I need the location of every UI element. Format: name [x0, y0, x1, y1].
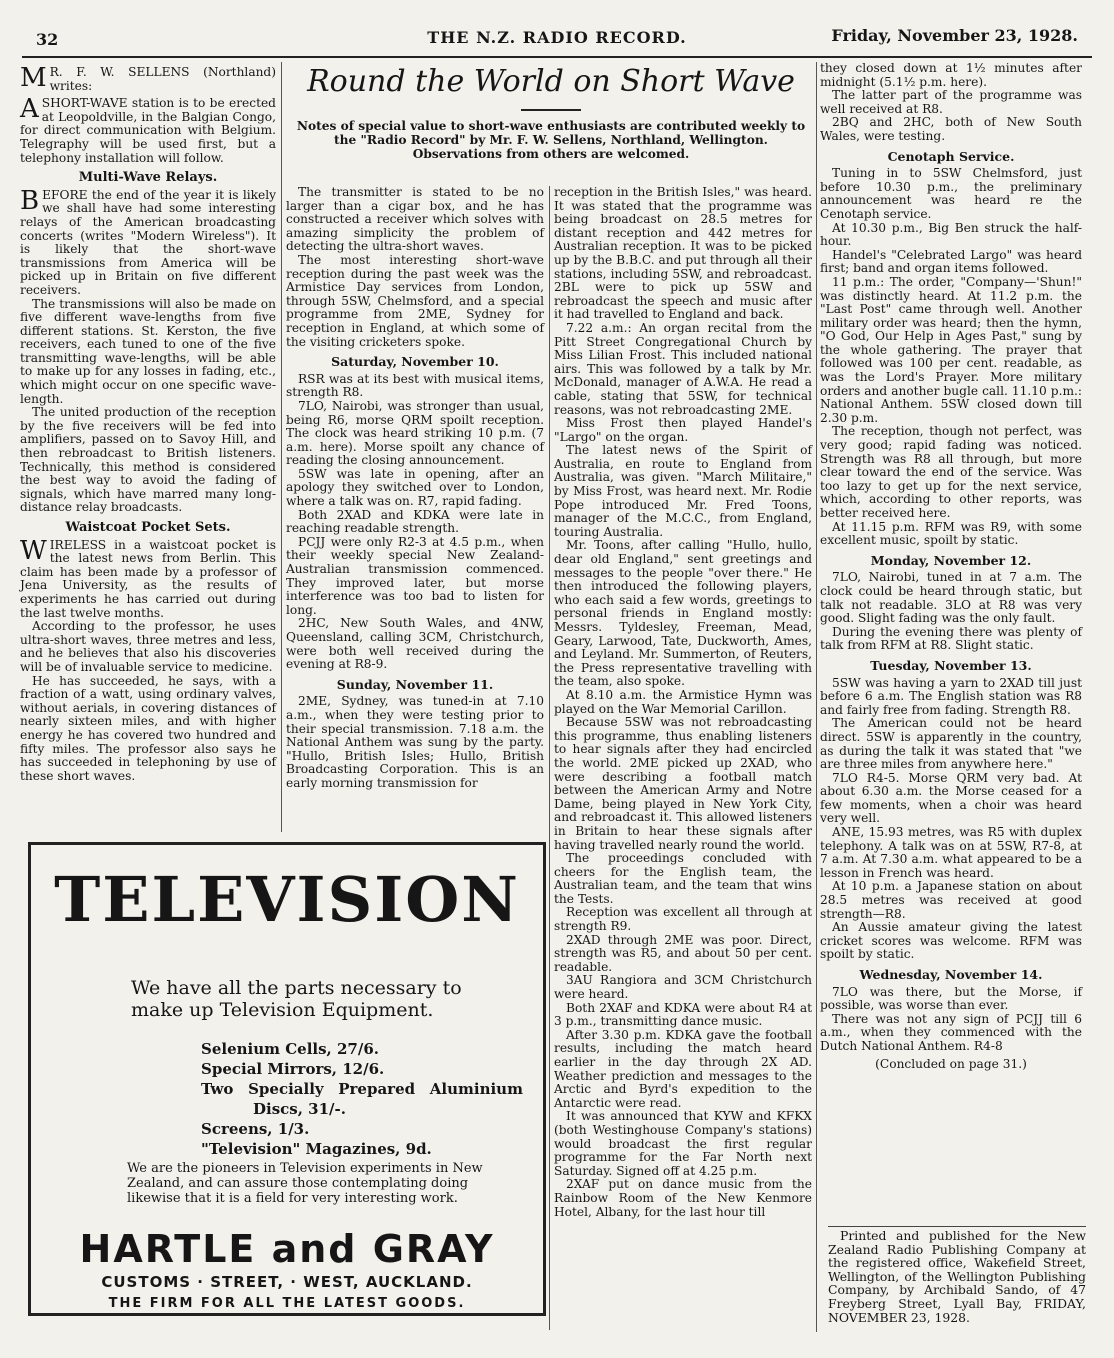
drop-cap: W	[20, 535, 47, 566]
date-heading: Saturday, November 10.	[331, 354, 499, 370]
byline: M R. F. W. SELLENS (Northland) writes:	[20, 63, 276, 93]
page-number: 32	[36, 30, 59, 49]
article-paragraph: Both 2XAF and KDKA were about R4 at 3 p.m., transmitting dance music.	[554, 1000, 812, 1029]
article-paragraph: The reception, though not perfect, was very good; rapid fading was noticed. Strength was R8 all through, but more clear toward the end of the service. Was too lazy to get up for the next service, which, according to other reports, was better received here.	[820, 424, 1082, 520]
article-paragraph: Tuning in to 5SW Chelmsford, just before 10.30 p.m., the preliminary announcement was heard re the Cenotaph service.	[820, 166, 1082, 221]
article-paragraph: A SHORT-WAVE station is to be erected at Leopoldville, in the Balgian Congo, for direct communication with Belgium. Telegraphy will be used first, but a telephony installation will follow.	[20, 94, 276, 165]
column-rule	[816, 62, 817, 1332]
ad-tagline: We have all the parts necessary to make up Television Equipment.	[131, 977, 462, 1021]
column-rule	[549, 186, 550, 1330]
publisher-imprint	[828, 1226, 1086, 1324]
article-paragraph: The most interesting short-wave reception during the past week was the Armistice Day services from London, through 5SW, Chelmsford, and a special programme from 2ME, Sydney for reception in England, at which some of the visiting cricketers spoke.	[286, 252, 544, 349]
drop-cap: A	[20, 94, 39, 125]
article-paragraph: ANE, 15.93 metres, was R5 with duplex telephony. A talk was on at 5SW, R7-8, at 7 a.m. At 7.30 a.m. what appeared to be a lesson in French was heard.	[820, 825, 1082, 880]
ad-slogan: THE FIRM FOR ALL THE LATEST GOODS.	[108, 1296, 466, 1311]
article-paragraph: At 10.30 p.m., Big Ben struck the half-hour.	[820, 220, 1082, 249]
article-paragraph: they closed down at 1½ minutes after midnight (5.1½ p.m. here).	[820, 61, 1082, 89]
article-paragraph: The latter part of the programme was well received at R8.	[820, 88, 1082, 116]
article-paragraph: BEFORE the end of the year it is likely we shall have had some interesting relays of the American broadcasting concerts (writes "Modern Wireless"). It is likely that the short-wave transmissions from America will be picked up in Britain on five different receivers.	[20, 185, 276, 297]
article-paragraph: 2BQ and 2HC, both of New South Wales, were testing.	[820, 115, 1082, 143]
article-paragraph: PCJJ were only R2-3 at 4.5 p.m., when their weekly special New Zealand-Australian transmission commenced. They improved later, but morse interference was too bad to listen for long.	[286, 534, 544, 617]
date-heading: Monday, November 12.	[870, 552, 1032, 568]
ad-address: CUSTOMS · STREET, · WEST, AUCKLAND.	[101, 1273, 473, 1291]
article-paragraph: The latest news of the Spirit of Australia, en route to England from Australia, was given. "March Militaire," by Miss Frost, was heard next. Mr. Rodie Pope introduced Mr. Fred Toons, manager of the M.C.C., from England, touring Australia.	[554, 443, 812, 539]
article-paragraph: It was announced that KYW and KFKX (both Westinghouse Company's stations) would broadcast the first regular programme for the Far North next Saturday. Signed off at 4.25 p.m.	[554, 1109, 812, 1178]
issue-date: Friday, November 23, 1928.	[831, 26, 1078, 45]
continued-note: (Concluded on page 31.)	[875, 1056, 1027, 1071]
article-paragraph: Both 2XAD and KDKA were late in reaching readable strength.	[286, 507, 544, 536]
ad-item: Special Mirrors, 12/6.	[201, 1060, 385, 1078]
article-intro: Notes of special value to short-wave enthusiasts are contributed weekly to the "Radio Record" by Mr. F. W. Sellens, Northland, Wellington. Observations from others are welcomed.	[296, 119, 806, 161]
ad-item: Screens, 1/3.	[201, 1120, 310, 1138]
article-paragraph: At 10 p.m. a Japanese station on about 28.5 metres was received at good strength—R8.	[820, 879, 1082, 921]
article-paragraph: At 8.10 a.m. the Armistice Hymn was played on the War Memorial Carillon.	[554, 687, 812, 716]
drop-cap: B	[20, 185, 40, 216]
date-heading: Wednesday, November 14.	[859, 967, 1043, 982]
article-paragraph: The transmitter is stated to be no larger than a cigar box, and he has constructed a receiver which solves with amazing simplicity the problem of detecting the ultra-short waves.	[286, 185, 544, 254]
ad-item: "Television" Magazines, 9d.	[201, 1140, 432, 1158]
article-paragraph: 11 p.m.: The order, "Company—'Shun!" was distinctly heard. At 11.2 p.m. the "Last Post" came through well. Another military order was heard; then the hymn, "O God, Our Help in Ages Past," sung by the whole gathering. The prayer that followed was 100 per cent. readable, as was the Lord's Prayer. More military orders and another bugle call. 11.10 p.m.: National Anthem. 5SW closed down till 2.30 p.m.	[820, 274, 1082, 425]
article-paragraph: 3AU Rangiora and 3CM Christchurch were heard.	[554, 973, 812, 1002]
article-paragraph: reception in the British Isles," was heard. It was stated that the programme was being broadcast on 28.5 metres for distant reception and 442 metres for Australian reception. It was to be picked up by the B.B.C. and put through all their stations, including 5SW, and rebroadcast. 2BL were to pick up 5SW and rebroadcast the speech and music after it had travelled to England and back.	[554, 185, 812, 322]
article-paragraph: After 3.30 p.m. KDKA gave the football results, including the match heard earlier in the day through 2X AD. Weather prediction and messages to the Arctic and Byrd's expedition to the Antarctic were read.	[554, 1027, 812, 1110]
article-paragraph: An Aussie amateur giving the latest cricket scores was welcome. RFM was spoilt by static.	[820, 920, 1082, 962]
article-paragraph: During the evening there was plenty of talk from RFM at R8. Slight static.	[820, 624, 1082, 653]
article-paragraph: Handel's "Celebrated Largo" was heard first; band and organ items followed.	[820, 247, 1082, 276]
ad-firm-name: HARTLE and GRAY	[79, 1227, 495, 1271]
section-heading: Waistcoat Pocket Sets.	[65, 520, 231, 535]
column-4	[820, 62, 1082, 1071]
masthead: THE N.Z. RADIO RECORD.	[427, 28, 687, 47]
ad-headline: TELEVISION	[54, 863, 520, 936]
drop-cap: M	[20, 63, 47, 93]
page-header	[36, 26, 1078, 52]
column-2	[286, 186, 544, 791]
article-paragraph: 7LO, Nairobi, was stronger than usual, being R6, morse QRM spoilt reception. The clock was heard striking 10 p.m. (7 a.m. here). Morse spoilt any chance of reading the closing announcement.	[286, 398, 544, 468]
article-headline: Round the World on Short Wave	[307, 64, 795, 99]
date-heading: Tuesday, November 13.	[870, 657, 1032, 673]
article-paragraph: 2XAD through 2ME was poor. Direct, strength was R5, and about 50 per cent. readable.	[554, 932, 812, 974]
article-paragraph: WIRELESS in a waistcoat pocket is the latest news from Berlin. This claim has been made by a professor of Jena University, as the results of experiments he has carried out during the last twelve months.	[20, 535, 276, 620]
ad-item: Discs, 31/-.	[253, 1100, 346, 1118]
article-paragraph: 2XAF put on dance music from the Rainbow Room of the New Kenmore Hotel, Albany, for the last hour till	[554, 1177, 812, 1219]
article-paragraph: Reception was excellent all through at strength R9.	[554, 905, 812, 934]
section-heading: Multi-Wave Relays.	[78, 170, 218, 186]
imprint-text: Printed and published for the New Zealand Radio Publishing Company at the registered office, Wakefield Street, Wellington, of the Wellington Publishing Company, by Archibald Sando, of 47 Freyberg Street, Lyall Bay, FRIDAY, NOVEMBER 23, 1928.	[828, 1228, 1086, 1325]
article-paragraph: 7LO was there, but the Morse, if possible, was worse than ever.	[820, 984, 1082, 1013]
article-paragraph: Miss Frost then played Handel's "Largo" on the organ.	[554, 416, 812, 444]
article-paragraph: RSR was at its best with musical items, strength R8.	[286, 371, 544, 400]
ad-price-list	[201, 1039, 523, 1159]
article-paragraph: The united production of the reception by the five receivers will be fed into amplifiers, passed on to Savoy Hill, and then rebroadcast to British listeners. Technically, this method is considered the best way to avoid the fading of signals, which have marred many long-distance relay broadcasts.	[20, 405, 276, 515]
article-paragraph: He has succeeded, he says, with a fraction of a watt, using ordinary valves, without aerials, in covering distances of nearly sixteen miles, and with higher energy he has covered two hundred and fifty miles. The professor also says he has succeeded in telephoning by use of these short waves.	[20, 673, 276, 783]
article-paragraph: Because 5SW was not rebroadcasting this programme, thus enabling listeners to hear signals after they had encircled the world. 2ME picked up 2XAD, who were describing a football match between the American Army and Notre Dame, being played in New York City, and rebroadcast it. This allowed listeners in Britain to hear these signals after having travelled nearly round the world.	[554, 715, 812, 852]
section-heading: Cenotaph Service.	[887, 148, 1015, 164]
article-title-block	[290, 64, 812, 161]
article-paragraph: 2HC, New South Wales, and 4NW, Queensland, calling 3CM, Christchurch, were both well received during the evening at R8-9.	[286, 616, 544, 672]
article-paragraph: There was not any sign of PCJJ till 6 a.m., when they commenced with the Dutch National Anthem. R4-8	[820, 1011, 1082, 1053]
column-1	[20, 63, 276, 783]
article-paragraph: 7LO R4-5. Morse QRM very bad. At about 6.30 a.m. the Morse ceased for a few moments, when a choir was heard very well.	[820, 770, 1082, 826]
ad-item: Two Specially Prepared Aluminium	[201, 1080, 523, 1098]
television-advertisement	[28, 842, 546, 1316]
article-paragraph: The proceedings concluded with cheers for the English team, the Australian team, and the team that wins the Tests.	[554, 851, 812, 906]
article-paragraph: Mr. Toons, after calling "Hullo, hullo, dear old England," sent greetings and messages to the people "over there." He then introduced the following players, who each said a few words, greetings to personal friends in England mostly: Messrs. Tyldesley, Freeman, Mead, Geary, Larwood, Tate, Duckworth, Ames, and Leyland. Mr. Summerton, of Reuters, the Press representative travelling with the team, also spoke.	[554, 538, 812, 689]
article-paragraph: 5SW was having a yarn to 2XAD till just before 6 a.m. The English station was R8 and fairly free from fading. Strength R8.	[820, 675, 1082, 717]
title-rule	[521, 109, 581, 111]
article-paragraph: According to the professor, he uses ultra-short waves, three metres and less, and he believes that also his discoveries will be of invaluable service to medicine.	[20, 619, 276, 674]
column-rule	[281, 62, 282, 832]
article-paragraph: The transmissions will also be made on five different wave-lengths from five different stations. St. Kerston, the five receivers, each tuned to one of the five transmitting wave-lengths, will be able to make up for any losses in fading, etc., which might occur on one specific wave-length.	[20, 296, 276, 406]
article-paragraph: 7LO, Nairobi, tuned in at 7 a.m. The clock could be heard through static, but talk not readable. 3LO at R8 was very good. Slight fading was the only fault.	[820, 570, 1082, 626]
article-paragraph: 7.22 a.m.: An organ recital from the Pitt Street Congregational Church by Miss Lilian Frost. This included national airs. This was followed by a talk by Mr. McDonald, manager of A.W.A. He read a cable, stating that 5SW, for technical reasons, was not rebroadcasting 2ME.	[554, 320, 812, 417]
date-heading: Sunday, November 11.	[336, 676, 494, 692]
ad-item: Selenium Cells, 27/6.	[201, 1040, 380, 1058]
article-paragraph: At 11.15 p.m. RFM was R9, with some excellent music, spoilt by static.	[820, 519, 1082, 548]
article-paragraph: 2ME, Sydney, was tuned-in at 7.10 a.m., when they were testing prior to their special transmission. 7.18 a.m. the National Anthem was sung by the party. "Hullo, British Isles; Hullo, British Broadcasting Corporation. This is an early morning transmission for	[286, 694, 544, 790]
ad-pioneers-text: We are the pioneers in Television experiments in New Zealand, and can assure those contemplating doing likewise that it is a field for very interesting work.	[127, 1161, 483, 1206]
header-rule	[22, 56, 1092, 58]
article-paragraph: 5SW was late in opening, after an apology they switched over to London, where a talk was on. R7, rapid fading.	[286, 466, 544, 509]
column-3	[554, 186, 812, 1219]
article-paragraph: The American could not be heard direct. 5SW is apparently in the country, as during the talk it was stated that "we are three miles from anywhere here."	[820, 716, 1082, 772]
